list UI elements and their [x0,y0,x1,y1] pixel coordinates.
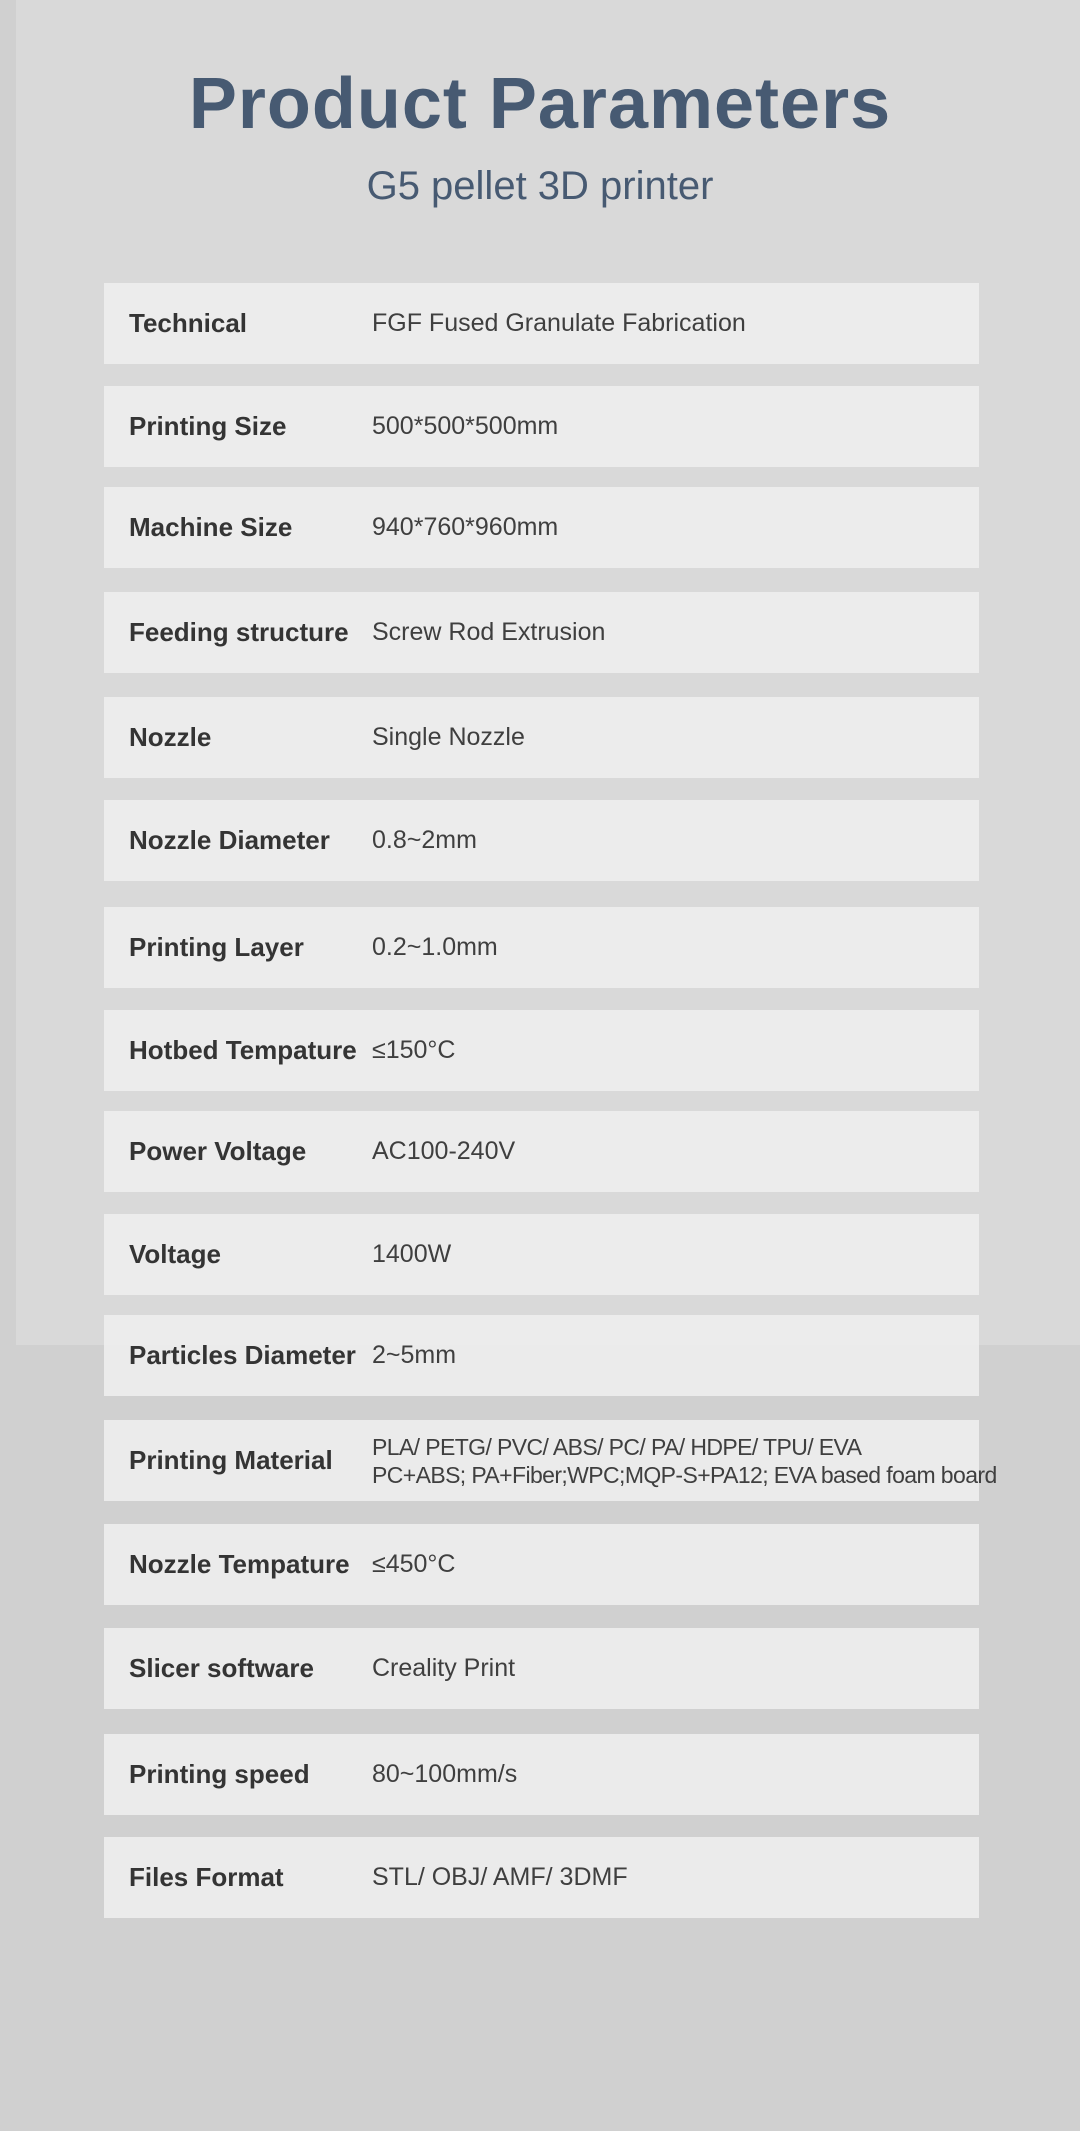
param-label: Voltage [129,1239,221,1269]
param-label: Feeding structure [129,617,349,647]
param-value: Screw Rod Extrusion [372,618,606,646]
param-label: Printing Size [129,411,287,441]
param-label: Printing Material [129,1445,333,1475]
param-value: FGF Fused Granulate Fabrication [372,309,746,337]
param-label: Files Format [129,1862,284,1892]
param-value: 1400W [372,1240,452,1268]
param-label: Nozzle Diameter [129,825,330,855]
param-row-particles-diameter [104,1315,979,1396]
param-row-nozzle [104,697,979,778]
param-row-power-voltage [104,1111,979,1192]
param-row-hotbed-tempature [104,1010,979,1091]
param-row-printing-layer [104,907,979,988]
param-row-feeding-structure [104,592,979,673]
param-label: Nozzle Tempature [129,1549,350,1579]
param-label: Power Voltage [129,1136,307,1166]
param-value: 0.2~1.0mm [372,933,498,961]
param-value: 80~100mm/s [372,1760,518,1788]
param-row-voltage [104,1214,979,1295]
page-subtitle: G5 pellet 3D printer [366,164,714,208]
param-value-line: PC+ABS; PA+Fiber;WPC;MQP-S+PA12; EVA based foam board [372,1461,997,1488]
param-label: Particles Diameter [129,1340,356,1370]
param-label: Hotbed Tempature [129,1035,357,1065]
param-label: Slicer software [129,1653,314,1683]
param-value: Single Nozzle [372,723,525,751]
param-value: STL/ OBJ/ AMF/ 3DMF [372,1863,628,1891]
param-row-printing-size [104,386,979,467]
param-value: ≤450°C [372,1550,456,1578]
param-row-nozzle-tempature [104,1524,979,1605]
param-value-line: PLA/ PETG/ PVC/ ABS/ PC/ PA/ HDPE/ TPU/ EVA [372,1433,862,1460]
param-value: 0.8~2mm [372,826,477,854]
param-row-nozzle-diameter [104,800,979,881]
param-label: Nozzle [129,722,212,752]
param-row-slicer-software [104,1628,979,1709]
param-value: 940*760*960mm [372,513,559,541]
param-row-technical [104,283,979,364]
param-row-files-format [104,1837,979,1918]
param-label: Printing Layer [129,932,304,962]
param-value: 2~5mm [372,1341,457,1369]
param-value: ≤150°C [372,1036,456,1064]
param-value: 500*500*500mm [372,412,559,440]
page-title: Product Parameters [188,64,892,144]
param-row-printing-material [104,1420,997,1501]
param-value [372,1420,997,1501]
param-row-machine-size [104,487,979,568]
param-value: AC100-240V [372,1137,516,1165]
param-value: Creality Print [372,1654,516,1682]
param-row-printing-speed [104,1734,979,1815]
param-label: Machine Size [129,512,293,542]
param-label: Technical [129,308,248,338]
param-label: Printing speed [129,1759,310,1789]
